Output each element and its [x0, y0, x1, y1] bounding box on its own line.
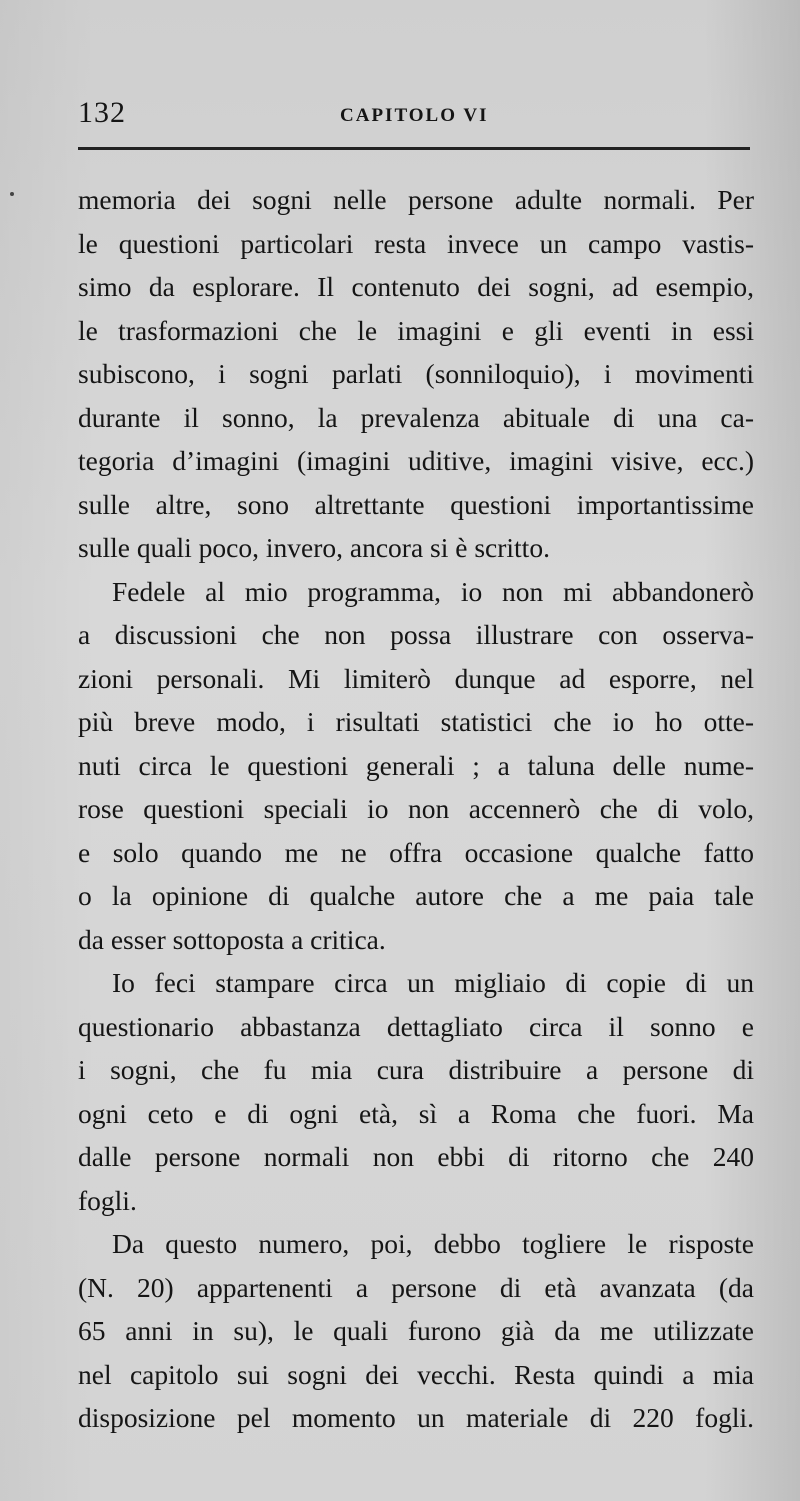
text-line: nuti circa le questioni generali ; a taluna delle nume-: [78, 749, 754, 781]
text-line: Io feci stampare circa un migliaio di copie di un: [112, 967, 754, 998]
text-line: tegoria d’imagini (imagini uditive, imagini visive, ecc.): [78, 445, 754, 476]
text-line: da esser sottoposta a critica.: [78, 923, 386, 955]
text-line: sulle quali poco, invero, ancora si è scritto.: [78, 532, 550, 563]
margin-speck: [10, 192, 14, 196]
header-rule: [78, 147, 750, 150]
text-line: le trasformazioni che le imagini e gli eventi in essi: [78, 314, 754, 346]
text-line: a discussioni che non possa illustrare con osserva-: [78, 619, 754, 650]
text-line: più breve modo, i risultati statistici che io ho otte-: [78, 706, 754, 737]
text-line: o la opinione di qualche autore che a me paia tale: [78, 880, 754, 911]
text-line: simo da esplorare. Il contenuto dei sogni, ad esempio,: [78, 271, 754, 302]
text-line: (N. 20) appartenenti a persone di età avanzata (da: [78, 1271, 754, 1303]
text-line: Da questo numero, poi, debbo togliere le risposte: [112, 1228, 754, 1259]
text-line: memoria dei sogni nelle persone adulte normali. Per: [78, 184, 754, 215]
text-line: dalle persone normali non ebbi di ritorno che 240: [78, 1141, 754, 1172]
text-line: sulle altre, sono altrettante questioni importantissime: [78, 488, 754, 520]
text-line: e solo quando me ne offra occasione qualche fatto: [78, 836, 754, 868]
running-head: CAPITOLO VI: [340, 105, 489, 126]
text-line: fogli.: [78, 1184, 137, 1216]
text-line: le questioni particolari resta invece un campo vastis-: [78, 227, 754, 259]
text-line: Fedele al mio programma, io non mi abbandonerò: [112, 575, 754, 607]
text-line: zioni personali. Mi limiterò dunque ad esporre, nel: [78, 662, 754, 694]
page-header: [78, 96, 750, 140]
text-line: questionario abbastanza dettagliato circa il sonno e: [78, 1010, 754, 1042]
text-line: subiscono, i sogni parlati (sonniloquio), i movimenti: [78, 358, 754, 389]
text-line: disposizione pel momento un materiale di 220 fogli.: [78, 1402, 754, 1433]
text-line: nel capitolo sui sogni dei vecchi. Resta quindi a mia: [78, 1358, 754, 1390]
page-number: 132: [78, 96, 126, 129]
text-line: rose questioni speciali io non accennerò che di volo,: [78, 793, 754, 824]
text-line: ogni ceto e di ogni età, sì a Roma che fuori. Ma: [78, 1097, 754, 1129]
body-text: [78, 178, 758, 1440]
text-line: i sogni, che fu mia cura distribuire a persone di: [78, 1054, 754, 1085]
text-line: 65 anni in su), le quali furono già da me utilizzate: [78, 1315, 754, 1346]
text-line: durante il sonno, la prevalenza abituale di una ca-: [78, 401, 754, 433]
